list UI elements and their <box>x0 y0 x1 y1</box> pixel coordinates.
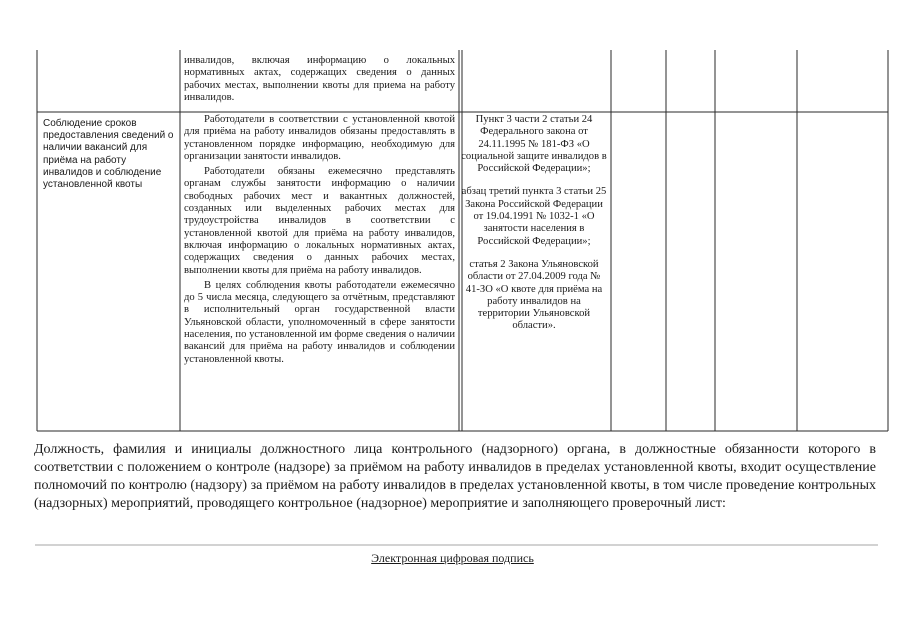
row2-question-text: Соблюдение сроков предоставления сведений о наличии вакансий для приёма на работу инвалидов и соблюдение установленной квоты <box>43 118 174 191</box>
inspector-statement-text: Должность, фамилия и инициалы должностного лица контрольного (надзорного) органа, в должностные обязанности которого в соответствии с положением о контроле (надзоре) за приёмом на работу инвалидов в пределах установленной квоты, входит осуществление полномочий по контролю (надзору) за приёмом на работу инвалидов в пределах установленной квоты, в том числе проведение контрольных (надзорных) мероприятий, проводящего контрольное (надзорное) мероприятие и заполняющего проверочный лист: <box>34 442 876 511</box>
row2-question-cell <box>43 118 178 191</box>
requirement-paragraph: Работодатели обязаны ежемесячно представлять органам службы занятости информацию о наличии свободных рабочих мест и вакантных должностей, созданных или выделенных рабочих местах для трудоустройства инвалидов в соответствии с установленной квотой для приёма на работу инвалидов, включая информацию о локальных нормативных актах, содержащих сведения о данных рабочих местах, выполнении квоты для приёма на работу инвалидов. <box>184 166 455 276</box>
legal-reference: Пункт 3 части 2 статьи 24 Федерального закона от 24.11.1995 № 181-ФЗ «О социальной защите инвалидов в Российской Федерации»; <box>461 114 607 175</box>
signature-label: Электронная цифровая подпись <box>371 551 534 565</box>
row2-references-cell <box>461 114 607 344</box>
row1-requirements-cell <box>184 55 455 104</box>
requirement-paragraph: Работодатели в соответствии с установленной квотой для приёма на работу инвалидов обязаны предоставлять в установленном порядке информацию, необходимую для организации занятости инвалидов. <box>184 114 455 162</box>
inspector-statement <box>34 441 876 513</box>
legal-reference: абзац третий пункта 3 статьи 25 Закона Российской Федерации от 19.04.1991 № 1032-1 «О занятости населения в Российской Федерации»; <box>461 186 607 247</box>
row2-requirements-cell <box>184 114 455 366</box>
requirement-paragraph: В целях соблюдения квоты работодатели ежемесячно до 5 числа месяца, следующего за отчётным, представляют в исполнительный орган государственной власти Ульяновской области, уполномоченный в сфере занятости населения, по установленной им форме сведения о наличии вакансий для приёма на работу инвалидов и соблюдении установленной квоты. <box>184 279 455 365</box>
legal-reference: статья 2 Закона Ульяновской области от 27.04.2009 года № 41-ЗО «О квоте для приёма на работу инвалидов на территории Ульяновской области». <box>465 258 603 332</box>
row1-requirement-text: инвалидов, включая информацию о локальных нормативных актах, содержащих сведения о данных рабочих местах, выполнении квоты для приема на работу инвалидов. <box>184 55 455 103</box>
signature-block <box>0 551 905 566</box>
